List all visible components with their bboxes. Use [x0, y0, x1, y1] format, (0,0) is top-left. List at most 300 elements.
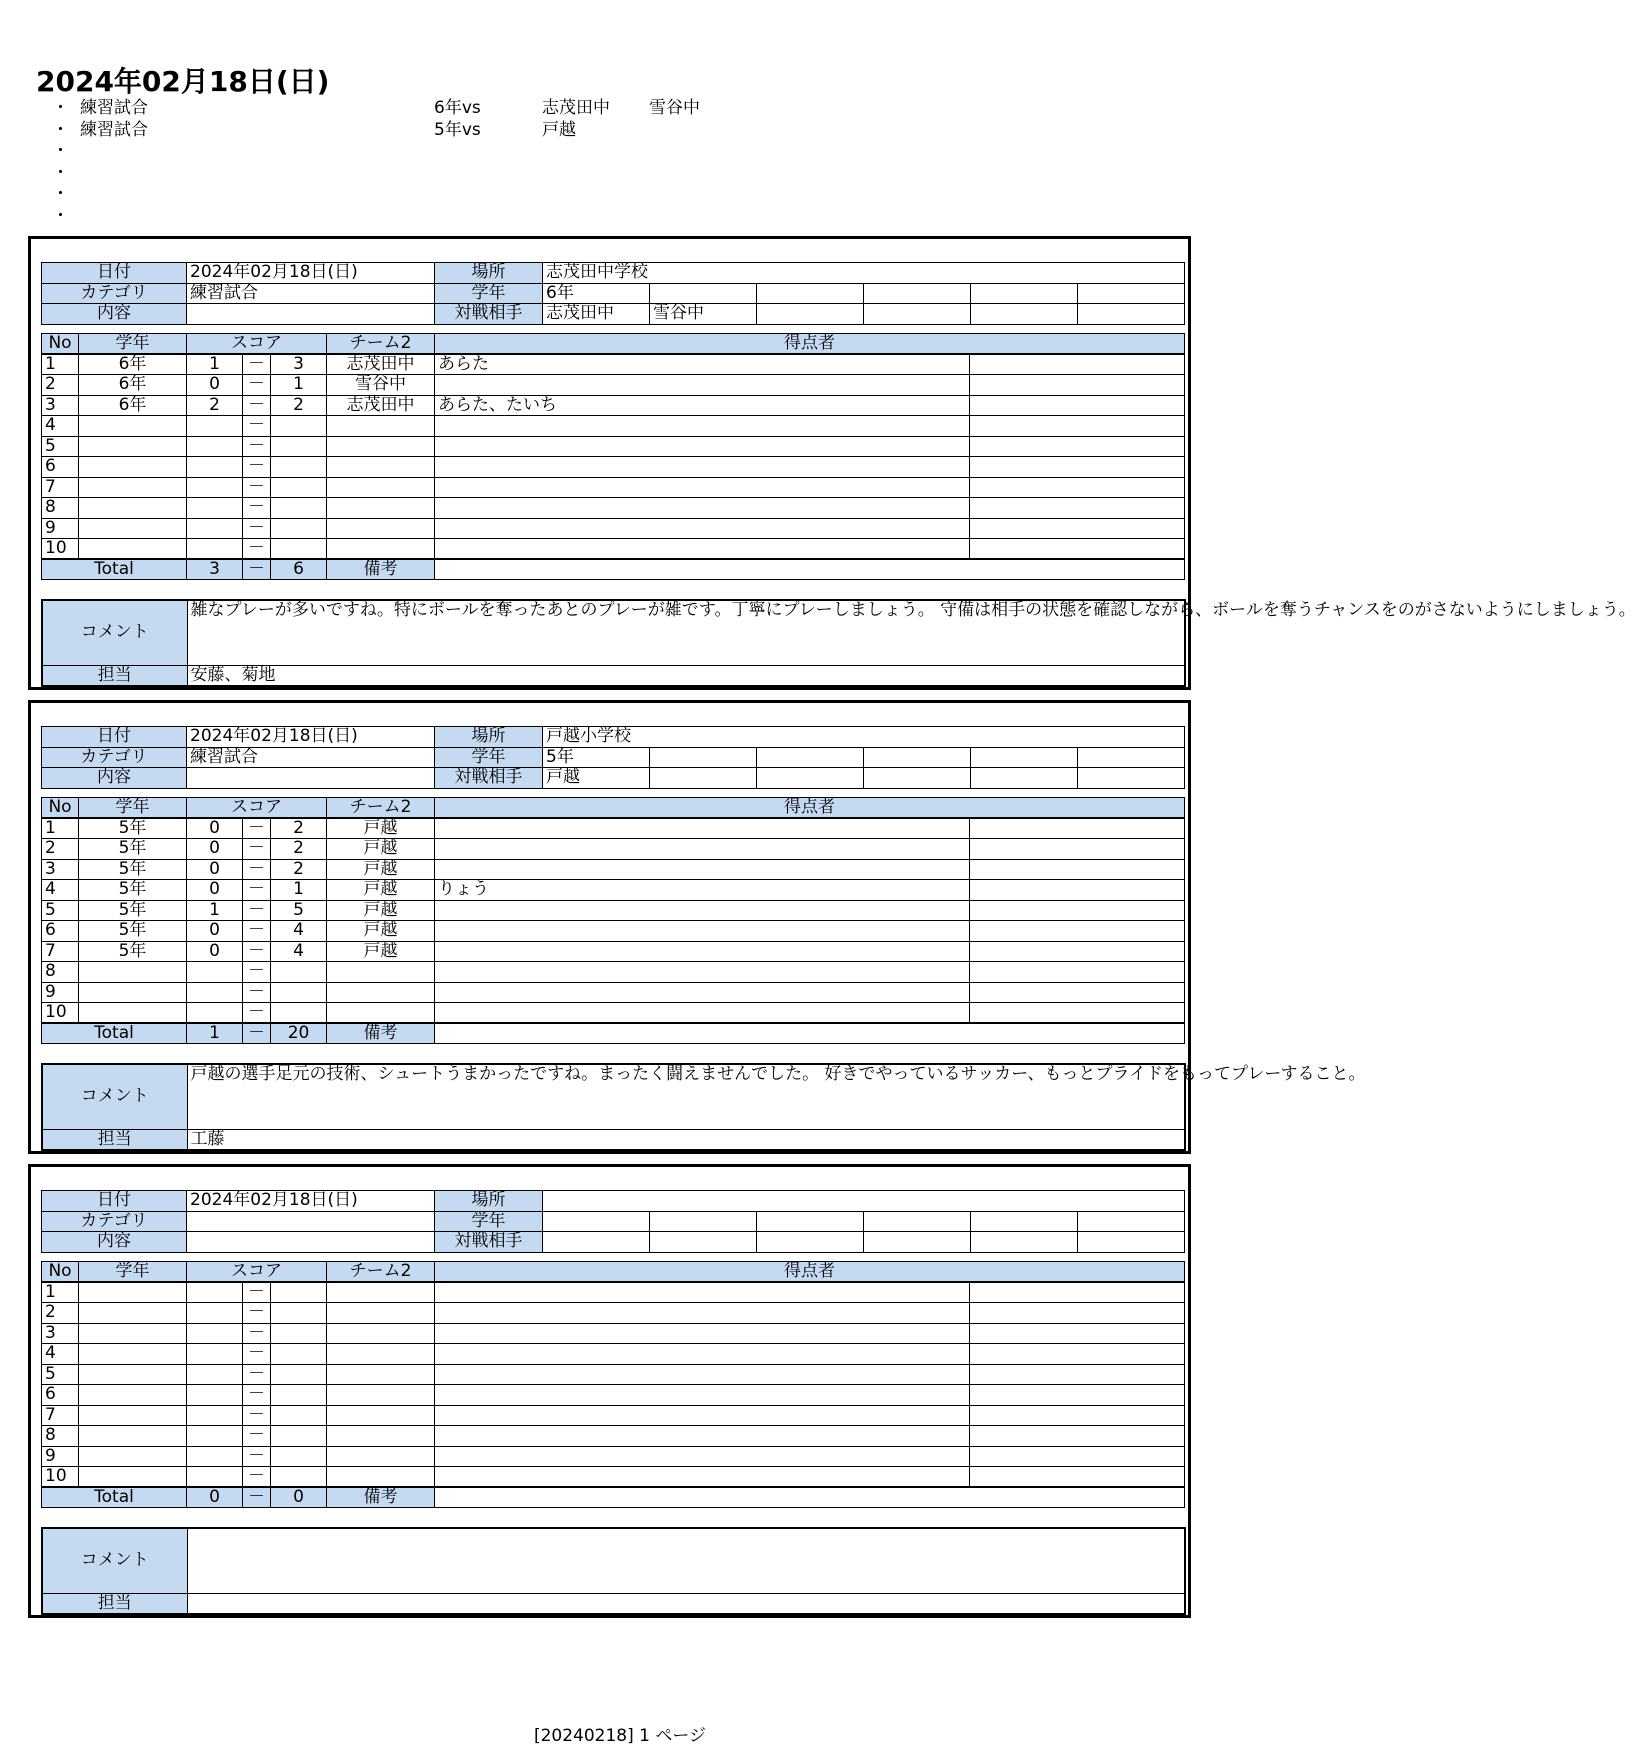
- report-block-3: [28, 1164, 1191, 1618]
- blank-cell: [864, 768, 971, 789]
- match-scorers: [435, 436, 970, 457]
- summary-list: [52, 98, 852, 227]
- opponent-value-2: 雪谷中: [650, 304, 757, 325]
- match-score-own: [187, 982, 243, 1003]
- score-header: スコア: [187, 334, 327, 355]
- match-team2: [327, 1003, 435, 1024]
- match-team2: 志茂田中: [327, 354, 435, 375]
- match-row: [42, 1385, 1185, 1406]
- match-score-own: [187, 962, 243, 983]
- match-grade: 5年: [79, 941, 187, 962]
- match-grade: [79, 436, 187, 457]
- blank-cell: [970, 1446, 1185, 1467]
- comment-table: [41, 1527, 1186, 1615]
- match-no: 10: [42, 1003, 79, 1024]
- date-value: 2024年02月18日(日): [187, 263, 435, 284]
- match-row: [42, 1282, 1185, 1303]
- total-own: 0: [187, 1487, 243, 1508]
- match-scorers: [435, 982, 970, 1003]
- match-grade: [79, 1003, 187, 1024]
- score-dash: －: [243, 518, 271, 539]
- match-scorers: あらた、たいち: [435, 395, 970, 416]
- opponent-value-1: [543, 1232, 650, 1253]
- blank-cell: [650, 1211, 757, 1232]
- match-team2: [327, 962, 435, 983]
- category-value: 練習試合: [187, 747, 435, 768]
- blank-cell: [757, 747, 864, 768]
- summary-row: [52, 206, 852, 228]
- blank-cell: [970, 477, 1185, 498]
- score-dash: －: [243, 457, 271, 478]
- match-score-opponent: [271, 1364, 327, 1385]
- match-grade: [79, 1467, 187, 1488]
- match-team2: 戸越: [327, 880, 435, 901]
- score-dash: －: [243, 1303, 271, 1324]
- match-grade: 5年: [79, 880, 187, 901]
- blank-cell: [864, 747, 971, 768]
- blank-cell: [650, 283, 757, 304]
- opponent-value-2: [650, 768, 757, 789]
- blank-cell: [970, 982, 1185, 1003]
- score-dash: －: [243, 982, 271, 1003]
- match-row: [42, 1323, 1185, 1344]
- match-score-own: [187, 539, 243, 560]
- match-row: [42, 539, 1185, 560]
- score-dash: －: [243, 498, 271, 519]
- total-opponent: 6: [271, 559, 327, 580]
- summary-row: [52, 184, 852, 206]
- score-dash: －: [243, 416, 271, 437]
- match-score-opponent: [271, 1426, 327, 1447]
- summary-opponent-2: 雪谷中: [649, 98, 700, 118]
- place-label: 場所: [435, 727, 543, 748]
- score-dash: －: [243, 436, 271, 457]
- blank-cell: [970, 1303, 1185, 1324]
- score-dash: －: [243, 1323, 271, 1344]
- match-scorers: [435, 1364, 970, 1385]
- opponent-value-2: [650, 1232, 757, 1253]
- blank-cell: [970, 416, 1185, 437]
- match-score-own: 1: [187, 354, 243, 375]
- match-row: [42, 982, 1185, 1003]
- match-scorers: あらた: [435, 354, 970, 375]
- match-no: 2: [42, 1303, 79, 1324]
- match-score-opponent: [271, 436, 327, 457]
- grade-header: 学年: [79, 334, 187, 355]
- match-score-own: 0: [187, 859, 243, 880]
- match-row: [42, 395, 1185, 416]
- match-scorers: [435, 921, 970, 942]
- match-grade: [79, 1323, 187, 1344]
- match-grade: [79, 962, 187, 983]
- score-dash: －: [243, 900, 271, 921]
- match-score-own: [187, 518, 243, 539]
- match-grade: [79, 1282, 187, 1303]
- match-grade: [79, 477, 187, 498]
- blank-cell: [970, 941, 1185, 962]
- page-title: 2024年02月18日(日): [36, 65, 330, 98]
- match-grade: [79, 1344, 187, 1365]
- report-block-1: [28, 236, 1636, 690]
- match-score-own: [187, 1364, 243, 1385]
- score-dash: －: [243, 1405, 271, 1426]
- match-score-own: 0: [187, 839, 243, 860]
- blank-cell: [757, 1232, 864, 1253]
- remarks-label: 備考: [327, 559, 435, 580]
- match-score-own: [187, 416, 243, 437]
- match-scorers: [435, 1282, 970, 1303]
- grade-value: 5年: [543, 747, 650, 768]
- match-score-own: [187, 1303, 243, 1324]
- match-score-own: 2: [187, 395, 243, 416]
- match-row: [42, 375, 1185, 396]
- team2-header: チーム2: [327, 334, 435, 355]
- match-score-own: [187, 457, 243, 478]
- match-row: [42, 941, 1185, 962]
- score-dash: －: [243, 1385, 271, 1406]
- match-score-opponent: [271, 982, 327, 1003]
- match-scorers: [435, 1467, 970, 1488]
- match-score-opponent: [271, 498, 327, 519]
- match-score-opponent: 4: [271, 921, 327, 942]
- match-team2: [327, 1446, 435, 1467]
- match-scorers: [435, 1344, 970, 1365]
- match-no: 6: [42, 921, 79, 942]
- match-score-opponent: [271, 1323, 327, 1344]
- match-score-opponent: 2: [271, 395, 327, 416]
- place-value: 戸越小学校: [543, 727, 1185, 748]
- blank-cell: [1078, 1232, 1185, 1253]
- match-row: [42, 1405, 1185, 1426]
- match-no: 8: [42, 498, 79, 519]
- match-team2: 戸越: [327, 941, 435, 962]
- blank-cell: [1078, 747, 1185, 768]
- staff-value: 安藤、菊地: [187, 665, 1185, 686]
- match-row: [42, 498, 1185, 519]
- comment-table: [41, 1063, 1366, 1151]
- match-grade: 5年: [79, 921, 187, 942]
- match-team2: [327, 436, 435, 457]
- blank-cell: [970, 1405, 1185, 1426]
- score-dash: －: [243, 1426, 271, 1447]
- match-team2: [327, 1364, 435, 1385]
- comment-label: コメント: [42, 600, 187, 665]
- match-score-own: [187, 1405, 243, 1426]
- score-dash: －: [243, 1003, 271, 1024]
- match-no: 9: [42, 982, 79, 1003]
- blank-cell: [970, 1003, 1185, 1024]
- bullet: ・: [52, 141, 69, 161]
- blank-cell: [864, 304, 971, 325]
- date-value: 2024年02月18日(日): [187, 1191, 435, 1212]
- summary-opponent-1: 戸越: [542, 119, 576, 140]
- match-scorers: [435, 1003, 970, 1024]
- blank-cell: [757, 304, 864, 325]
- opponent-label: 対戦相手: [435, 1232, 543, 1253]
- match-score-opponent: 2: [271, 839, 327, 860]
- blank-cell: [864, 1232, 971, 1253]
- place-label: 場所: [435, 263, 543, 284]
- blank-cell: [864, 283, 971, 304]
- match-team2: [327, 1282, 435, 1303]
- blank-cell: [970, 859, 1185, 880]
- match-grade: [79, 518, 187, 539]
- match-team2: [327, 982, 435, 1003]
- score-dash: －: [243, 375, 271, 396]
- report-block-2: [28, 700, 1366, 1154]
- team2-header: チーム2: [327, 798, 435, 819]
- opponent-label: 対戦相手: [435, 304, 543, 325]
- match-score-opponent: [271, 518, 327, 539]
- match-score-opponent: [271, 1303, 327, 1324]
- blank-cell: [970, 1323, 1185, 1344]
- blank-cell: [970, 395, 1185, 416]
- match-score-own: 0: [187, 375, 243, 396]
- blank-cell: [864, 1211, 971, 1232]
- score-header: スコア: [187, 1262, 327, 1283]
- blank-cell: [970, 880, 1185, 901]
- match-score-opponent: [271, 1467, 327, 1488]
- match-no: 4: [42, 1344, 79, 1365]
- total-opponent: 0: [271, 1487, 327, 1508]
- page-footer: [20240218] 1 ページ: [533, 1726, 707, 1746]
- match-no: 8: [42, 1426, 79, 1447]
- match-team2: [327, 1426, 435, 1447]
- match-grade: [79, 416, 187, 437]
- match-score-opponent: [271, 457, 327, 478]
- score-dash: －: [243, 1023, 271, 1044]
- match-row: [42, 1467, 1185, 1488]
- match-score-own: 0: [187, 818, 243, 839]
- match-grade: 6年: [79, 375, 187, 396]
- match-no: 5: [42, 1364, 79, 1385]
- summary-opponent-1: 志茂田中: [542, 98, 610, 118]
- match-no: 3: [42, 395, 79, 416]
- blank-cell: [1078, 304, 1185, 325]
- match-row: [42, 1426, 1185, 1447]
- match-row: [42, 962, 1185, 983]
- match-grade: [79, 457, 187, 478]
- match-row: [42, 416, 1185, 437]
- match-no: 1: [42, 354, 79, 375]
- summary-row: [52, 163, 852, 185]
- score-dash: －: [243, 880, 271, 901]
- blank-cell: [970, 1426, 1185, 1447]
- scorers-header: 得点者: [435, 334, 1185, 355]
- match-team2: [327, 1385, 435, 1406]
- place-value: 志茂田中学校: [543, 263, 1185, 284]
- score-dash: －: [243, 1446, 271, 1467]
- match-team2: [327, 1467, 435, 1488]
- match-score-opponent: [271, 416, 327, 437]
- opponent-label: 対戦相手: [435, 768, 543, 789]
- match-team2: [327, 1344, 435, 1365]
- match-scorers: [435, 1303, 970, 1324]
- score-dash: －: [243, 559, 271, 580]
- content-value: [187, 768, 435, 789]
- match-no: 9: [42, 1446, 79, 1467]
- comment-text: [187, 1528, 1185, 1593]
- match-score-opponent: [271, 1003, 327, 1024]
- match-score-own: [187, 1385, 243, 1406]
- no-header: No: [42, 334, 79, 355]
- blank-cell: [970, 539, 1185, 560]
- grade-header: 学年: [79, 1262, 187, 1283]
- match-score-opponent: [271, 1405, 327, 1426]
- match-no: 1: [42, 1282, 79, 1303]
- match-no: 2: [42, 375, 79, 396]
- score-dash: －: [243, 395, 271, 416]
- score-dash: －: [243, 941, 271, 962]
- match-score-opponent: 2: [271, 818, 327, 839]
- category-label: カテゴリ: [42, 747, 187, 768]
- match-row: [42, 477, 1185, 498]
- match-scorers: [435, 539, 970, 560]
- results-table: [41, 1261, 1185, 1508]
- blank-cell: [970, 1344, 1185, 1365]
- content-label: 内容: [42, 768, 187, 789]
- comment-table: [41, 599, 1636, 687]
- match-no: 5: [42, 900, 79, 921]
- info-table: [41, 726, 1185, 789]
- match-score-opponent: [271, 1344, 327, 1365]
- date-label: 日付: [42, 727, 187, 748]
- no-header: No: [42, 1262, 79, 1283]
- match-score-own: [187, 1003, 243, 1024]
- match-no: 4: [42, 880, 79, 901]
- match-scorers: りょう: [435, 880, 970, 901]
- score-dash: －: [243, 839, 271, 860]
- match-row: [42, 1364, 1185, 1385]
- blank-cell: [971, 304, 1078, 325]
- match-score-own: 0: [187, 921, 243, 942]
- match-row: [42, 859, 1185, 880]
- match-scorers: [435, 962, 970, 983]
- blank-cell: [1078, 283, 1185, 304]
- score-dash: －: [243, 1467, 271, 1488]
- summary-row: [52, 120, 852, 142]
- match-score-own: [187, 498, 243, 519]
- team2-header: チーム2: [327, 1262, 435, 1283]
- summary-event: 練習試合: [80, 98, 148, 118]
- match-scorers: [435, 839, 970, 860]
- match-score-opponent: 4: [271, 941, 327, 962]
- summary-grade: 5年vs: [434, 119, 481, 140]
- match-score-own: [187, 1282, 243, 1303]
- blank-cell: [970, 1467, 1185, 1488]
- results-table: [41, 333, 1185, 580]
- blank-cell: [970, 900, 1185, 921]
- match-grade: 5年: [79, 859, 187, 880]
- staff-label: 担当: [42, 1129, 187, 1150]
- match-scorers: [435, 518, 970, 539]
- match-team2: [327, 1303, 435, 1324]
- blank-cell: [970, 839, 1185, 860]
- score-dash: －: [243, 477, 271, 498]
- match-scorers: [435, 1446, 970, 1467]
- match-team2: 戸越: [327, 921, 435, 942]
- bullet: ・: [52, 162, 69, 183]
- summary-grade: 6年vs: [434, 98, 481, 118]
- match-score-opponent: [271, 1446, 327, 1467]
- blank-cell: [650, 747, 757, 768]
- total-label: Total: [42, 1487, 187, 1508]
- score-dash: －: [243, 539, 271, 560]
- blank-cell: [970, 354, 1185, 375]
- match-no: 10: [42, 539, 79, 560]
- match-no: 5: [42, 436, 79, 457]
- match-grade: [79, 1385, 187, 1406]
- match-no: 3: [42, 1323, 79, 1344]
- score-dash: －: [243, 1282, 271, 1303]
- category-value: [187, 1211, 435, 1232]
- match-team2: [327, 477, 435, 498]
- match-no: 3: [42, 859, 79, 880]
- blank-cell: [970, 498, 1185, 519]
- match-score-opponent: [271, 1282, 327, 1303]
- match-row: [42, 1003, 1185, 1024]
- staff-label: 担当: [42, 1593, 187, 1614]
- grade-header: 学年: [79, 798, 187, 819]
- staff-label: 担当: [42, 665, 187, 686]
- match-score-own: 0: [187, 941, 243, 962]
- match-row: [42, 921, 1185, 942]
- place-label: 場所: [435, 1191, 543, 1212]
- match-grade: [79, 1405, 187, 1426]
- total-opponent: 20: [271, 1023, 327, 1044]
- match-scorers: [435, 1385, 970, 1406]
- blank-cell: [970, 375, 1185, 396]
- match-grade: [79, 1426, 187, 1447]
- match-scorers: [435, 900, 970, 921]
- blank-cell: [970, 1282, 1185, 1303]
- match-grade: [79, 1364, 187, 1385]
- match-grade: 5年: [79, 900, 187, 921]
- match-grade: [79, 982, 187, 1003]
- match-scorers: [435, 1426, 970, 1447]
- match-team2: [327, 518, 435, 539]
- match-score-opponent: 2: [271, 859, 327, 880]
- match-team2: 戸越: [327, 859, 435, 880]
- match-row: [42, 1344, 1185, 1365]
- blank-cell: [971, 1232, 1078, 1253]
- total-label: Total: [42, 1023, 187, 1044]
- blank-cell: [971, 283, 1078, 304]
- score-dash: －: [243, 859, 271, 880]
- bullet: ・: [52, 119, 69, 140]
- grade-label: 学年: [435, 1211, 543, 1232]
- blank-cell: [970, 457, 1185, 478]
- match-score-own: [187, 436, 243, 457]
- bullet: ・: [52, 205, 69, 226]
- info-table: [41, 1190, 1185, 1253]
- match-team2: [327, 416, 435, 437]
- bullet: ・: [52, 184, 69, 204]
- comment-label: コメント: [42, 1528, 187, 1593]
- blank-cell: [971, 747, 1078, 768]
- match-team2: [327, 498, 435, 519]
- content-value: [187, 1232, 435, 1253]
- match-scorers: [435, 1405, 970, 1426]
- staff-value: [187, 1593, 1185, 1614]
- match-score-opponent: 1: [271, 880, 327, 901]
- match-row: [42, 839, 1185, 860]
- match-no: 4: [42, 416, 79, 437]
- remarks-value: [435, 1023, 1185, 1044]
- match-score-opponent: [271, 962, 327, 983]
- match-row: [42, 518, 1185, 539]
- date-label: 日付: [42, 263, 187, 284]
